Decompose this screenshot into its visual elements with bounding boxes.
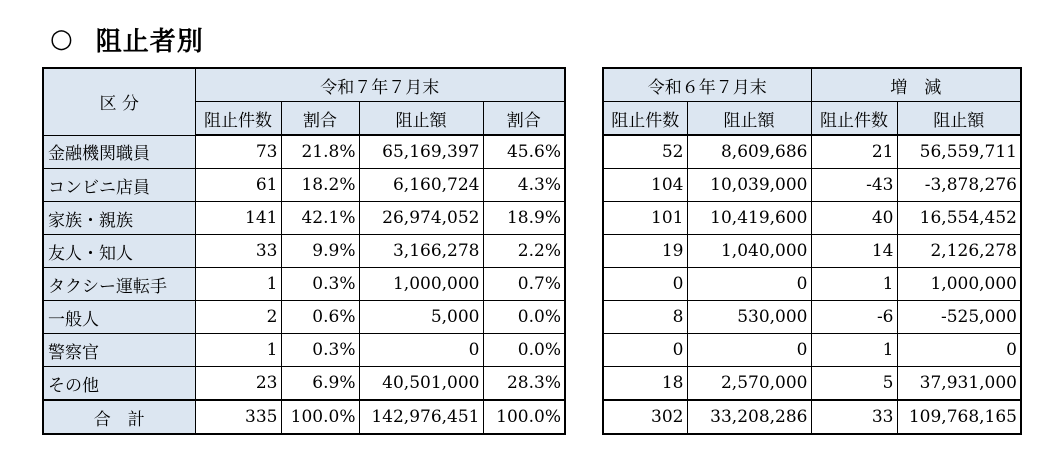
cell: 1,000,000 (359, 268, 483, 301)
cell: 45.6% (483, 135, 565, 169)
table-row (43, 367, 565, 401)
cell: 0.0% (483, 334, 565, 367)
section-title: 阻止者別 (95, 26, 204, 57)
col-header-count: 阻止件数 (603, 102, 687, 136)
row-label: 友人・知人 (43, 235, 195, 268)
cell: 65,169,397 (359, 135, 483, 169)
table-row (43, 135, 565, 169)
cell: 142,976,451 (359, 400, 483, 434)
table-row (43, 235, 565, 268)
cell: 2,570,000 (687, 367, 811, 401)
cell: 52 (603, 135, 687, 169)
cell: 16,554,452 (897, 202, 1021, 235)
cell: -43 (811, 169, 897, 202)
cell: 101 (603, 202, 687, 235)
col-header-ratio: 割合 (483, 102, 565, 136)
cell: 109,768,165 (897, 400, 1021, 434)
cell: -525,000 (897, 301, 1021, 334)
cell: 5 (811, 367, 897, 401)
group-header-change: 増 減 (811, 68, 1021, 102)
section-heading (50, 22, 204, 56)
cell: 33,208,286 (687, 400, 811, 434)
cell: 40 (811, 202, 897, 235)
col-header-count: 阻止件数 (195, 102, 281, 136)
cell: 0 (359, 334, 483, 367)
cell: 21 (811, 135, 897, 169)
cell: 9.9% (281, 235, 359, 268)
cell: 1 (811, 334, 897, 367)
col-header-amount: 阻止額 (897, 102, 1021, 136)
cell: 18.9% (483, 202, 565, 235)
cell: 8,609,686 (687, 135, 811, 169)
cell: 0 (687, 268, 811, 301)
total-label: 合 計 (43, 400, 195, 434)
table-row (603, 334, 1021, 367)
cell: 0 (603, 334, 687, 367)
row-label: その他 (43, 367, 195, 401)
circle-mark: ○ (50, 24, 74, 54)
cell: 19 (603, 235, 687, 268)
cell: 14 (811, 235, 897, 268)
table-row (603, 268, 1021, 301)
cell: 100.0% (483, 400, 565, 434)
cell: 21.8% (281, 135, 359, 169)
cell: 56,559,711 (897, 135, 1021, 169)
table-row (603, 202, 1021, 235)
cell: 33 (195, 235, 281, 268)
group-header-previous: 令和６年７月末 (603, 68, 811, 102)
cell: 1,040,000 (687, 235, 811, 268)
cell: 1 (195, 268, 281, 301)
table-row (603, 169, 1021, 202)
row-label: 金融機関職員 (43, 135, 195, 169)
col-header-amount: 阻止額 (687, 102, 811, 136)
total-row (603, 400, 1021, 434)
table-row (43, 268, 565, 301)
cell: 1 (195, 334, 281, 367)
cell: 104 (603, 169, 687, 202)
cell: 2.2% (483, 235, 565, 268)
cell: 0 (897, 334, 1021, 367)
col-header-amount: 阻止額 (359, 102, 483, 136)
cell: 2 (195, 301, 281, 334)
total-row (43, 400, 565, 434)
cell: 10,039,000 (687, 169, 811, 202)
cell: -6 (811, 301, 897, 334)
row-label: コンビニ店員 (43, 169, 195, 202)
cell: 5,000 (359, 301, 483, 334)
cell: 18.2% (281, 169, 359, 202)
cell: 18 (603, 367, 687, 401)
cell: 4.3% (483, 169, 565, 202)
cell: 40,501,000 (359, 367, 483, 401)
row-label: 一般人 (43, 301, 195, 334)
table-row (43, 301, 565, 334)
table-row (603, 301, 1021, 334)
cell: 0.6% (281, 301, 359, 334)
table-row (43, 202, 565, 235)
cell: 302 (603, 400, 687, 434)
cell: 6,160,724 (359, 169, 483, 202)
cell: 3,166,278 (359, 235, 483, 268)
cell: 37,931,000 (897, 367, 1021, 401)
cell: 1 (811, 268, 897, 301)
cell: 141 (195, 202, 281, 235)
cell: -3,878,276 (897, 169, 1021, 202)
cell: 530,000 (687, 301, 811, 334)
cell: 0.3% (281, 268, 359, 301)
cell: 10,419,600 (687, 202, 811, 235)
row-label: 警察官 (43, 334, 195, 367)
table-row (603, 235, 1021, 268)
cell: 0.0% (483, 301, 565, 334)
col-header-count: 阻止件数 (811, 102, 897, 136)
cell: 335 (195, 400, 281, 434)
cell: 73 (195, 135, 281, 169)
right-table-comparison (602, 67, 1022, 435)
col-header-ratio: 割合 (281, 102, 359, 136)
cell: 8 (603, 301, 687, 334)
cell: 2,126,278 (897, 235, 1021, 268)
cell: 0 (687, 334, 811, 367)
table-row (603, 135, 1021, 169)
cell: 23 (195, 367, 281, 401)
cell: 6.9% (281, 367, 359, 401)
cell: 100.0% (281, 400, 359, 434)
cell: 42.1% (281, 202, 359, 235)
cell: 61 (195, 169, 281, 202)
category-header: 区 分 (43, 68, 195, 135)
left-table-current-year (42, 67, 566, 435)
table-row (603, 367, 1021, 401)
group-header-current: 令和７年７月末 (195, 68, 565, 102)
cell: 0.3% (281, 334, 359, 367)
cell: 0.7% (483, 268, 565, 301)
cell: 33 (811, 400, 897, 434)
cell: 0 (603, 268, 687, 301)
table-row (43, 169, 565, 202)
row-label: 家族・親族 (43, 202, 195, 235)
cell: 28.3% (483, 367, 565, 401)
cell: 1,000,000 (897, 268, 1021, 301)
row-label: タクシー運転手 (43, 268, 195, 301)
cell: 26,974,052 (359, 202, 483, 235)
table-row (43, 334, 565, 367)
